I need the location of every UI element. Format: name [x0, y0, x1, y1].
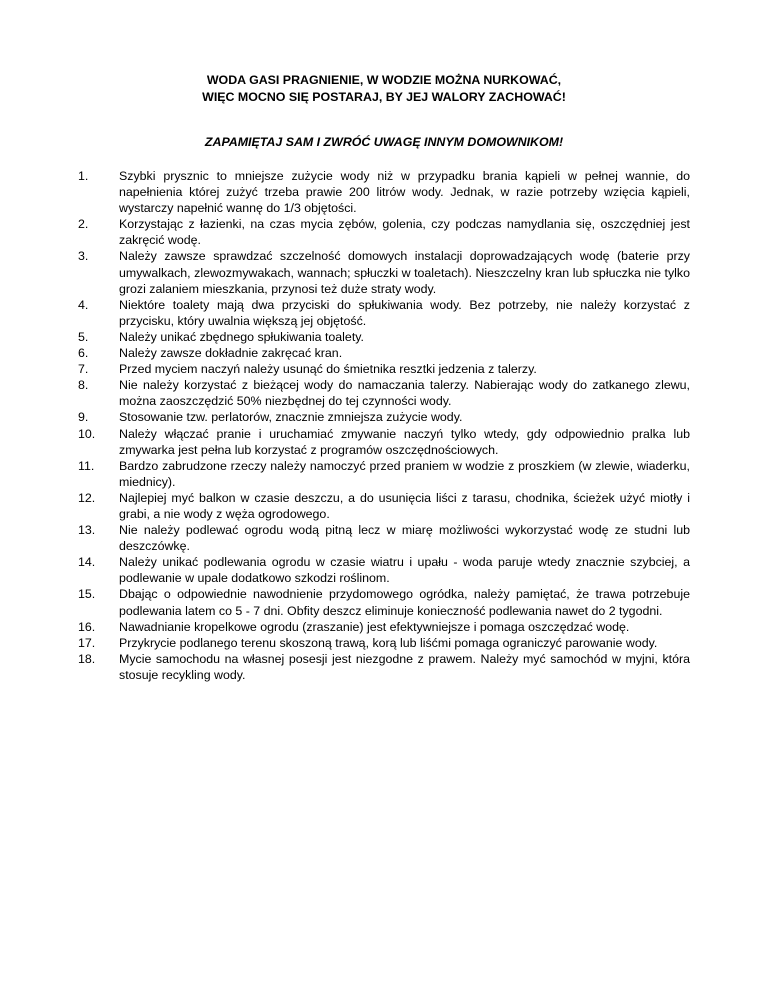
- list-item-18: [78, 651, 690, 683]
- list-item-text: Bardzo zabrudzone rzeczy należy namoczyć przed praniem w wodzie z proszkiem (w zlewie, wiaderku, miednicy).: [119, 458, 690, 489]
- subtitle: ZAPAMIĘTAJ SAM I ZWRÓĆ UWAGĘ INNYM DOMOWNIKOM!: [204, 135, 564, 149]
- list-item-text: Nie należy korzystać z bieżącej wody do namaczania talerzy. Nabierając wody do zatkanego zlewu, można zaoszczędzić 50% niezbędnej do tej czynności wody.: [119, 378, 690, 409]
- list-item-text: Należy unikać zbędnego spłukiwania toalety.: [119, 329, 364, 344]
- list-item-14: [78, 554, 690, 586]
- list-item-11: [78, 458, 690, 490]
- list-item-number: 5.: [78, 329, 89, 344]
- list-item-number: 10.: [78, 426, 96, 441]
- list-item-number: 11.: [78, 458, 95, 473]
- list-item-text: Mycie samochodu na własnej posesji jest niezgodne z prawem. Należy myć samochód w myjni, która stosuje recykling wody.: [119, 651, 690, 682]
- list-item-3: [78, 248, 690, 296]
- list-item-text: Należy unikać podlewania ogrodu w czasie wiatru i upału - woda paruje wtedy znacznie szybciej, a podlewanie w upale dodatkowo szkodzi roślinom.: [119, 555, 690, 586]
- list-item-17: [78, 635, 690, 651]
- list-item-text: Należy zawsze dokładnie zakręcać kran.: [119, 346, 343, 361]
- list-item-text: Korzystając z łazienki, na czas mycia zębów, golenia, czy podczas namydlania się, oszczędniej jest zakręcić wodę.: [119, 217, 690, 248]
- list-item-text: Przed myciem naczyń należy usunąć do śmietnika resztki jedzenia z talerzy.: [119, 362, 537, 377]
- list-item-text: Szybki prysznic to mniejsze zużycie wody niż w przypadku brania kąpieli w pełnej wannie, do napełnienia której zużyć trzeba prawie 200 litrów wody. Jednak, w razie potrzeby wzięcia kąpieli, wystarczy napełnić wannę do 1/3 objętości.: [119, 169, 690, 216]
- list-item-number: 7.: [78, 362, 89, 377]
- list-item-9: [78, 409, 690, 425]
- list-item-text: Nawadnianie kropelkowe ogrodu (zraszanie) jest efektywniejsze i pomaga oszczędzać wodę.: [119, 619, 630, 634]
- list-item-15: [78, 586, 690, 618]
- list-item-1: [78, 168, 690, 216]
- list-item-number: 16.: [78, 619, 96, 634]
- list-item-number: 9.: [78, 410, 89, 425]
- list-item-text: Należy włączać pranie i uruchamiać zmywanie naczyń tylko wtedy, gdy odpowiednio pralka lub zmywarka jest pełna lub korzystać z programów oszczędnościowych.: [119, 426, 690, 457]
- list-item-number: 12.: [78, 490, 96, 505]
- list-item-2: [78, 216, 690, 248]
- list-item-6: [78, 345, 690, 361]
- list-item-number: 3.: [78, 249, 89, 264]
- list-item-number: 1.: [78, 169, 89, 183]
- list-item-8: [78, 377, 690, 409]
- list-item-12: [78, 490, 690, 522]
- title-line-1: WODA GASI PRAGNIENIE, W WODZIE MOŻNA NURKOWAĆ,: [206, 73, 562, 87]
- list-item-text: Niektóre toalety mają dwa przyciski do spłukiwania wody. Bez potrzeby, nie należy korzystać z przycisku, który uwalnia większą jej objętość.: [119, 297, 690, 328]
- list-item-text: Stosowanie tzw. perlatorów, znacznie zmniejsza zużycie wody.: [119, 410, 463, 425]
- title-line-2: WIĘC MOCNO SIĘ POSTARAJ, BY JEJ WALORY ZACHOWAĆ!: [202, 90, 566, 104]
- tips-list: [78, 168, 690, 683]
- list-item-13: [78, 522, 690, 554]
- list-item-text: Przykrycie podlanego terenu skoszoną trawą, korą lub liśćmi pomaga ograniczyć parowanie wody.: [119, 635, 658, 650]
- list-item-5: [78, 329, 690, 345]
- list-item-text: Najlepiej myć balkon w czasie deszczu, a do usunięcia liści z tarasu, chodnika, ścieżek użyć miotły i grabi, a nie wody z węża ogrodowego.: [119, 490, 690, 521]
- list-item-text: Dbając o odpowiednie nawodnienie przydomowego ogródka, należy pamiętać, że trawa potrzebuje podlewania latem co 5 - 7 dni. Obfity deszcz eliminuje konieczność podlewania nawet do 2 tygodni.: [119, 587, 690, 618]
- list-item-16: [78, 619, 690, 635]
- list-item-number: 15.: [78, 587, 96, 602]
- page-title: [0, 72, 768, 106]
- list-item-text: Należy zawsze sprawdzać szczelność domowych instalacji doprowadzających wodę (baterie przy umywalkach, zlewozmywakach, wannach; spłuczki w toaletach). Nieszczelny kran lub spłuczka nie tylko grozi zalaniem mieszkania, przynosi też duże straty wody.: [119, 249, 690, 296]
- list-item-number: 17.: [78, 635, 96, 650]
- list-item-number: 8.: [78, 378, 89, 393]
- list-item-10: [78, 426, 690, 458]
- list-item-number: 6.: [78, 346, 89, 361]
- list-item-4: [78, 297, 690, 329]
- list-item-number: 18.: [78, 651, 96, 666]
- list-item-number: 4.: [78, 297, 89, 312]
- list-item-number: 2.: [78, 217, 89, 232]
- list-item-number: 14.: [78, 555, 96, 570]
- list-item-text: Nie należy podlewać ogrodu wodą pitną lecz w miarę możliwości wykorzystać wodę ze studni lub deszczówkę.: [119, 523, 690, 554]
- list-item-number: 13.: [78, 523, 96, 538]
- list-item-7: [78, 361, 690, 377]
